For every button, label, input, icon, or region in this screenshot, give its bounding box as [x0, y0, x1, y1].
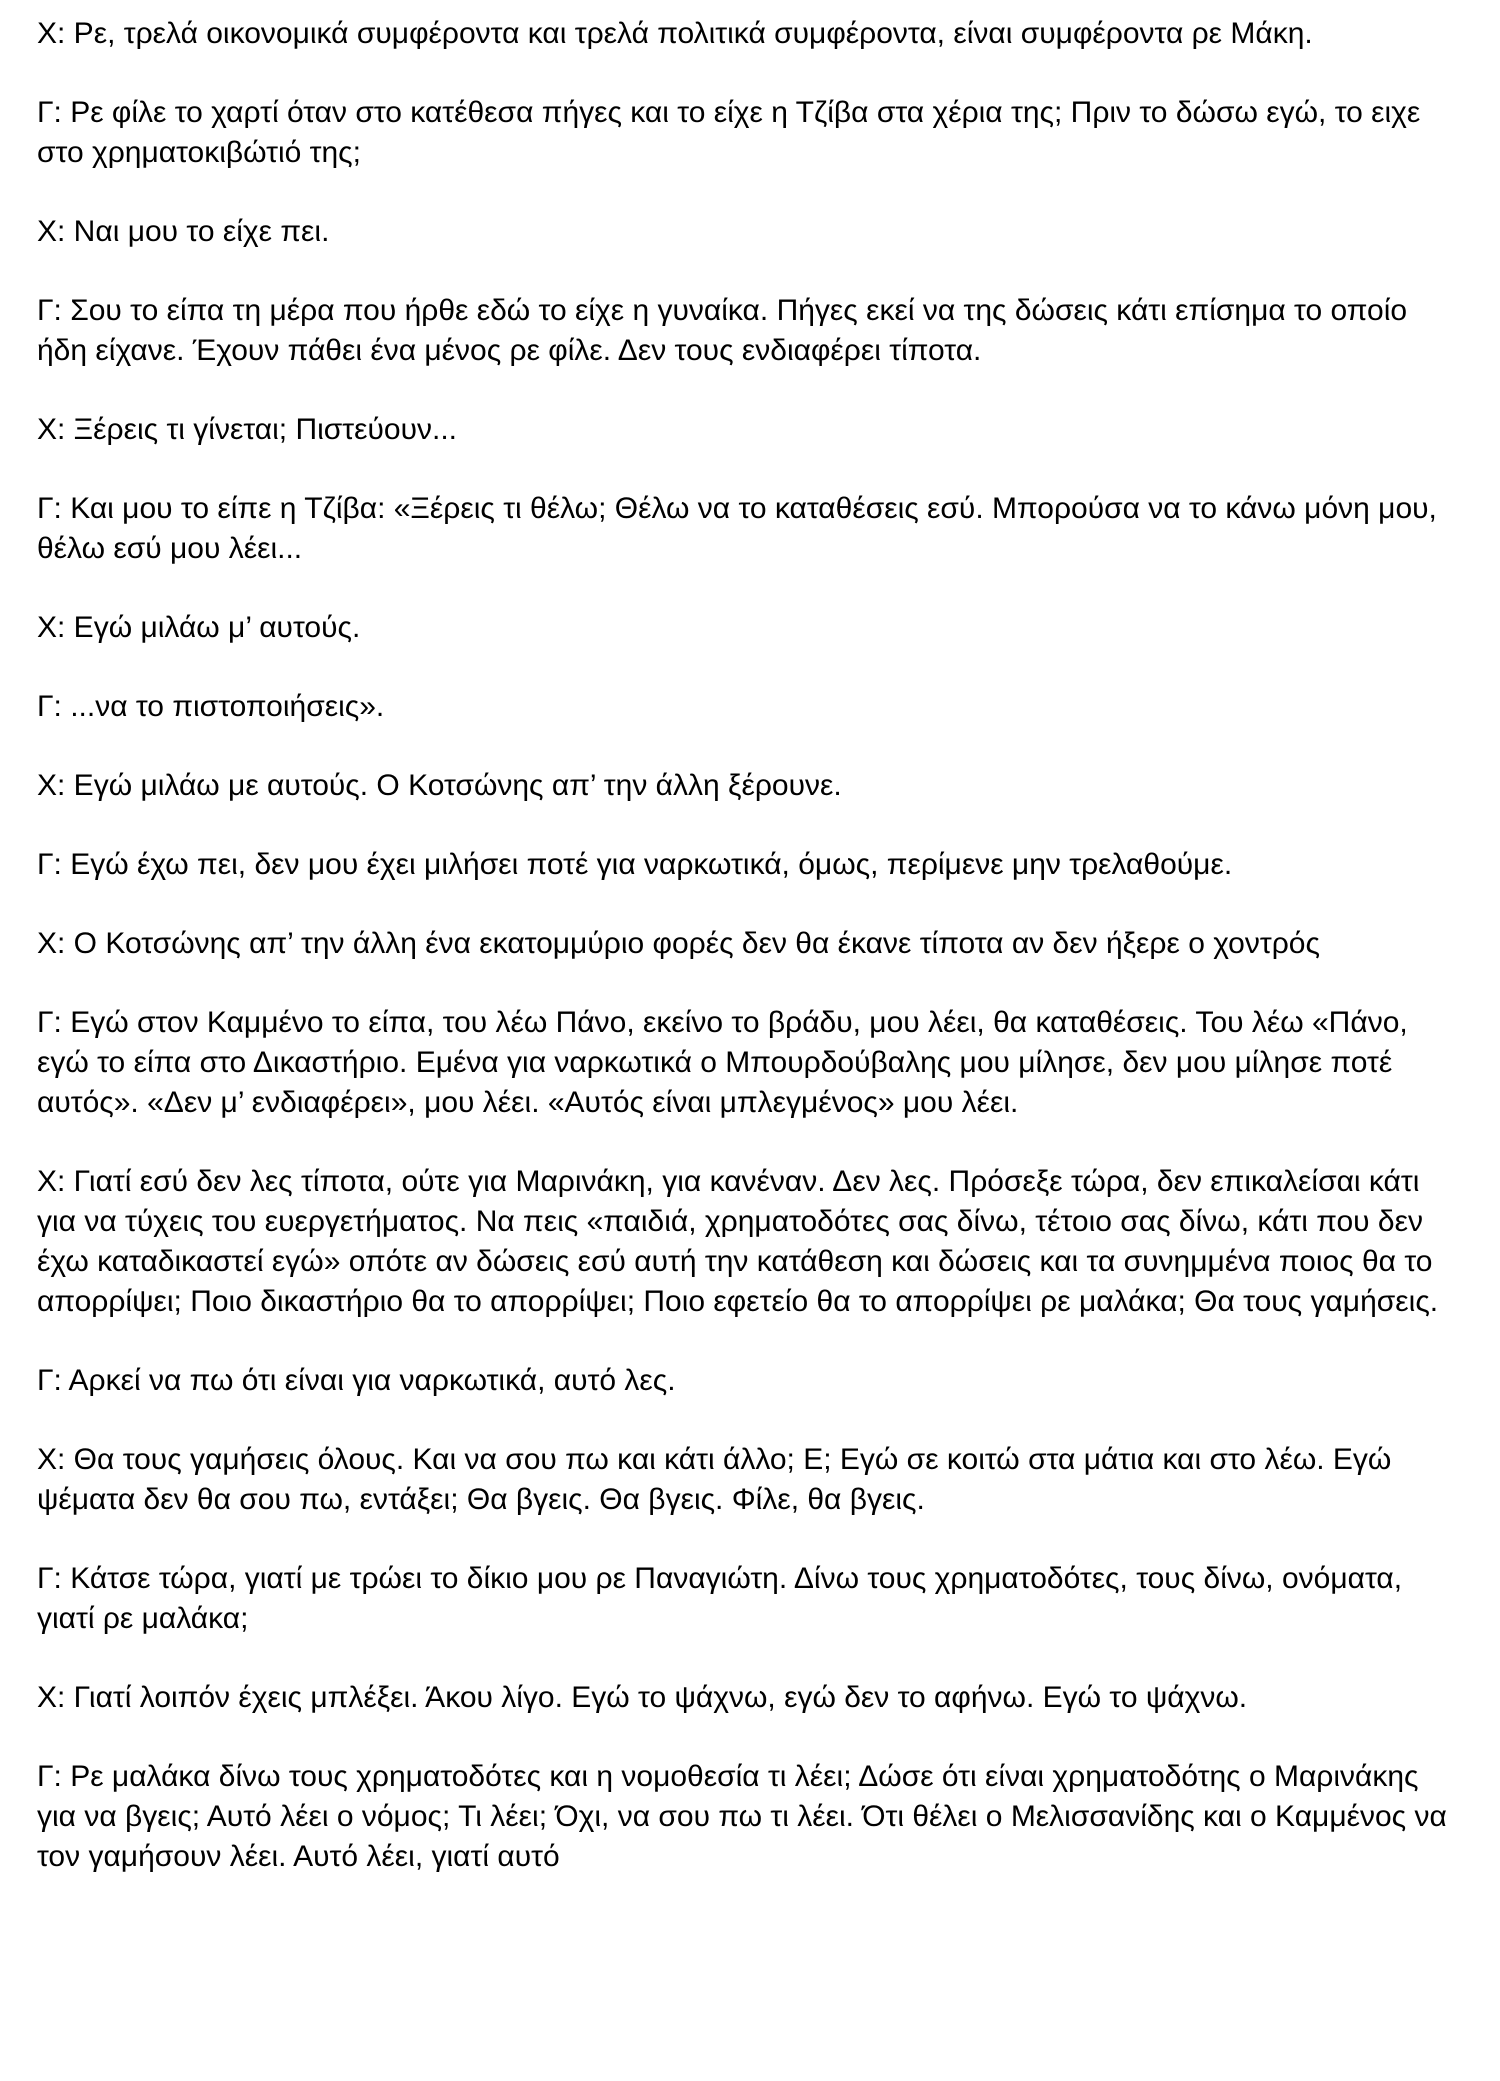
paragraph-gap	[37, 1520, 1457, 1559]
paragraph-gap	[37, 1123, 1457, 1162]
paragraph-16: Γ: Κάτσε τώρα, γιατί με τρώει το δίκιο μου ρε Παναγιώτη. Δίνω τους χρηματοδότες, τους δίνω, ονόματα, γιατί ρε μαλάκα;	[37, 1562, 1403, 1635]
paragraph-gap	[37, 727, 1457, 766]
paragraph-gap	[37, 54, 1457, 93]
paragraph-6: Γ: Και μου το είπε η Τζίβα: «Ξέρεις τι θέλω; Θέλω να το καταθέσεις εσύ. Μπορούσα να το κάνω μόνη μου, θέλω εσύ μου λέει...	[37, 492, 1437, 565]
paragraph-17: Χ: Γιατί λοιπόν έχεις μπλέξει. Άκου λίγο. Εγώ το ψάχνω, εγώ δεν το αφήνω. Εγώ το ψάχνω.	[37, 1681, 1248, 1714]
paragraph-18: Γ: Ρε μαλάκα δίνω τους χρηματοδότες και η νομοθεσία τι λέει; Δώσε ότι είναι χρηματοδότης ο Μαρινάκης για να βγεις; Αυτό λέει ο νόμος; Τι λέει; Όχι, να σου πω τι λέει. Ότι θέλει ο Μελισσανίδης και ο Καμμένος να τον γαμήσουν λέει. Αυτό λέει, γιατί αυτό	[37, 1760, 1447, 1873]
paragraph-12: Γ: Εγώ στον Καμμένο το είπα, του λέω Πάνο, εκείνο το βράδυ, μου λέει, θα καταθέσεις. Του λέω «Πάνο, εγώ το είπα στο Δικαστήριο. Εμένα για ναρκωτικά ο Μπουρδούβαλης μου μίλησε, δεν μου μίλησε ποτέ αυτός». «Δεν μ’ ενδιαφέρει», μου λέει. «Αυτός είναι μπλεγμένος» μου λέει.	[37, 1006, 1408, 1119]
paragraph-gap	[37, 1401, 1457, 1440]
paragraph-gap	[37, 1639, 1457, 1678]
paragraph-gap	[37, 1718, 1457, 1757]
paragraph-15: Χ: Θα τους γαμήσεις όλους. Και να σου πω και κάτι άλλο; Ε; Εγώ σε κοιτώ στα μάτια και στο λέω. Εγώ ψέματα δεν θα σου πω, εντάξει; Θα βγεις. Θα βγεις. Φίλε, θα βγεις.	[37, 1443, 1392, 1516]
paragraph-2: Γ: Ρε φίλε το χαρτί όταν στο κατέθεσα πήγες και το είχε η Τζίβα στα χέρια της; Πριν το δώσω εγώ, το ειχε στο χρηματοκιβώτιό της;	[37, 96, 1421, 169]
paragraph-13: Χ: Γιατί εσύ δεν λες τίποτα, ούτε για Μαρινάκη, για κανέναν. Δεν λες. Πρόσεξε τώρα, δεν επικαλείσαι κάτι για να τύχεις του ευεργετήματος. Να πεις «παιδιά, χρηματοδότες σας δίνω, τέτοιο σας δίνω, κάτι που δεν έχω καταδικαστεί εγώ» οπότε αν δώσεις εσύ αυτή την κατάθεση και δώσεις και τα συνημμένα ποιος θα το απορρίψει; Ποιο δικαστήριο θα το απορρίψει; Ποιο εφετείο θα το απορρίψει ρε μαλάκα; Θα τους γαμήσεις.	[37, 1165, 1439, 1318]
paragraph-9: Χ: Εγώ μιλάω με αυτούς. Ο Κοτσώνης απ’ την άλλη ξέρουνε.	[37, 769, 842, 802]
paragraph-8: Γ: ...να το πιστοποιήσεις».	[37, 690, 385, 723]
paragraph-gap	[37, 371, 1457, 410]
paragraph-gap	[37, 252, 1457, 291]
paragraph-gap	[37, 569, 1457, 608]
paragraph-3: Χ: Ναι μου το είχε πει.	[37, 215, 330, 248]
paragraph-1: Χ: Ρε, τρελά οικονομικά συμφέροντα και τρελά πολιτικά συμφέροντα, είναι συμφέροντα ρε Μάκη.	[37, 17, 1313, 50]
paragraph-gap	[37, 450, 1457, 489]
paragraph-gap	[37, 173, 1457, 212]
paragraph-gap	[37, 1322, 1457, 1361]
paragraph-11: Χ: Ο Κοτσώνης απ’ την άλλη ένα εκατομμύριο φορές δεν θα έκανε τίποτα αν δεν ήξερε ο χοντρός	[37, 927, 1320, 960]
document-page	[37, 0, 1457, 2081]
paragraph-10: Γ: Εγώ έχω πει, δεν μου έχει μιλήσει ποτέ για ναρκωτικά, όμως, περίμενε μην τρελαθούμε.	[37, 848, 1233, 881]
paragraph-gap	[37, 885, 1457, 924]
paragraph-14: Γ: Αρκεί να πω ότι είναι για ναρκωτικά, αυτό λες.	[37, 1364, 676, 1397]
paragraph-gap	[37, 964, 1457, 1003]
paragraph-gap	[37, 806, 1457, 845]
paragraph-7: Χ: Εγώ μιλάω μ’ αυτούς.	[37, 611, 361, 644]
paragraph-gap	[37, 648, 1457, 687]
paragraph-5: Χ: Ξέρεις τι γίνεται; Πιστεύουν...	[37, 413, 458, 446]
paragraph-4: Γ: Σου το είπα τη μέρα που ήρθε εδώ το είχε η γυναίκα. Πήγες εκεί να της δώσεις κάτι επίσημα το οποίο ήδη είχανε. Έχουν πάθει ένα μένος ρε φίλε. Δεν τους ενδιαφέρει τίποτα.	[37, 294, 1408, 367]
